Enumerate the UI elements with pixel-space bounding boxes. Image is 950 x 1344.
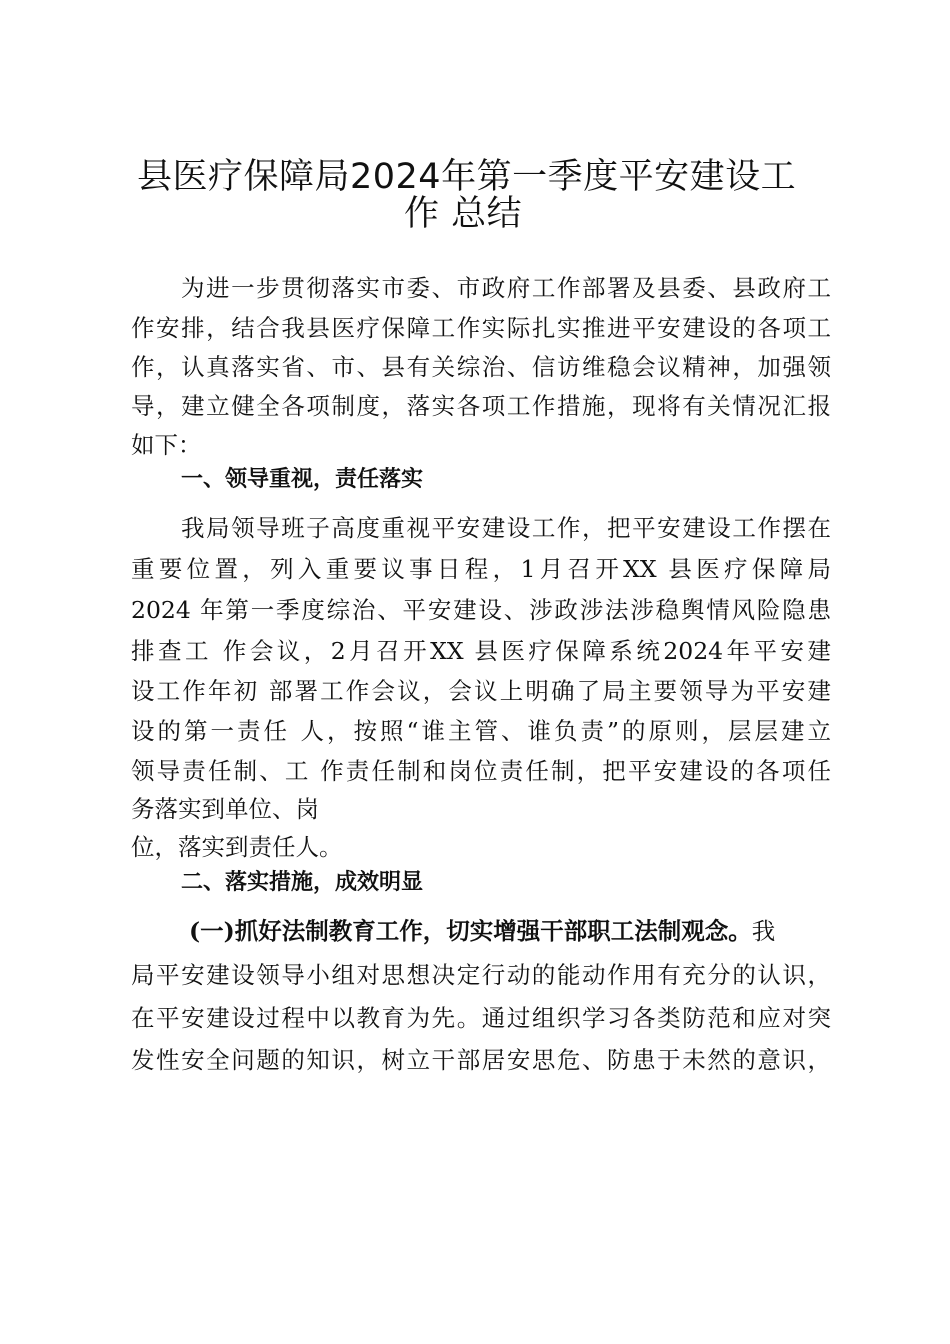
section1-line: 2024 年第一季度综治、平安建设、涉政涉法涉稳舆情风险隐患 xyxy=(131,596,831,624)
subsection1-line: 在平安建设过程中以教育为先。通过组织学习各类防范和应对突 xyxy=(131,1004,831,1032)
intro-line: 作安排，结合我县医疗保障工作实际扎实推进平安建设的各项工 xyxy=(131,314,831,342)
section1-line: 我局领导班子高度重视平安建设工作，把平安建设工作摆在 xyxy=(181,514,831,542)
section1-line: 设工作年初 部署工作会议，会议上明确了局主要领导为平安建 xyxy=(131,677,831,705)
subsection-first-line xyxy=(189,917,839,945)
section1-line: 位，落实到责任人。 xyxy=(131,833,343,861)
section1-line: 领导责任制、工 作责任制和岗位责任制，把平安建设的各项任 xyxy=(131,757,831,785)
section1-line: 设的第一责任 人，按照“谁主管、谁负责”的原则，层层建立 xyxy=(131,717,831,745)
intro-line: 为进一步贯彻落实市委、市政府工作部署及县委、县政府工 xyxy=(181,274,831,302)
section-heading: 二、落实措施，成效明显 xyxy=(181,870,424,895)
section1-line: 务落实到单位、岗 xyxy=(131,795,319,823)
section1-line: 重要位置，列入重要议事日程，1月召开XX 县医疗保障局 xyxy=(131,555,831,583)
subsection-heading: (一)抓好法制教育工作，切实增强干部职工法制观念。 xyxy=(189,917,752,945)
section-heading: 一、领导重视，责任落实 xyxy=(181,467,424,492)
document-title-line-2: 作 总结 xyxy=(404,194,523,234)
subsection1-line: 局平安建设领导小组对思想决定行动的能动作用有充分的认识， xyxy=(131,961,831,989)
section1-line: 排查工 作会议，2月召开XX 县医疗保障系统2024年平安建 xyxy=(131,637,831,665)
subsection-first-tail: 我 xyxy=(751,917,776,945)
document-title-line-1: 县医疗保障局2024年第一季度平安建设工 xyxy=(137,157,797,197)
intro-line: 导，建立健全各项制度，落实各项工作措施，现将有关情况汇报 xyxy=(131,392,831,420)
subsection1-line: 发性安全问题的知识，树立干部居安思危、防患于未然的意识， xyxy=(131,1046,831,1074)
intro-line: 作，认真落实省、市、县有关综治、信访维稳会议精神，加强领 xyxy=(131,353,831,381)
intro-line: 如下： xyxy=(131,431,202,459)
